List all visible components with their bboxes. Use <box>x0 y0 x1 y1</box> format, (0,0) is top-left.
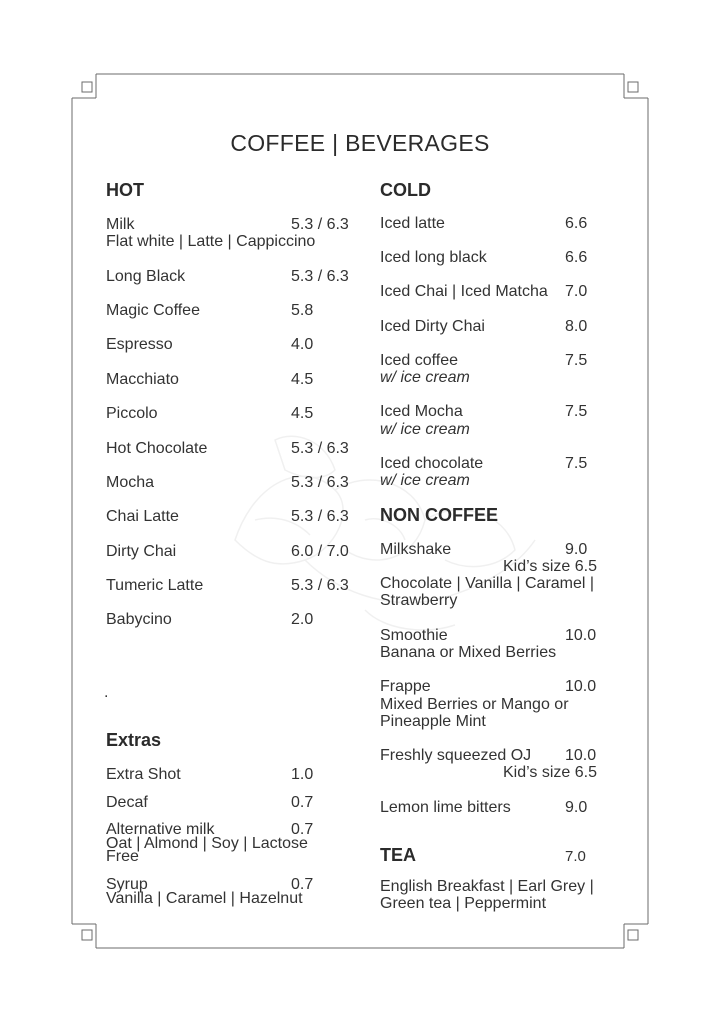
menu-item-description: Mixed Berries or Mango or <box>380 696 569 713</box>
menu-item-description: w/ ice cream <box>380 421 470 438</box>
menu-item-name: Alternative milk <box>106 821 215 838</box>
noncoffee-heading: NON COFFEE <box>380 505 499 525</box>
menu-item-price: 9.0 <box>565 799 588 816</box>
menu-item-description: English Breakfast | Earl Grey | <box>380 878 594 895</box>
menu-item-price: 6.0 / 7.0 <box>291 543 349 560</box>
menu-item-price: 10.0 <box>565 747 597 764</box>
menu-item-name: Iced chocolate <box>380 455 484 472</box>
menu-item-name: Long Black <box>106 268 186 285</box>
menu-item-description: Banana or Mixed Berries <box>380 644 557 661</box>
menu-item-name: Espresso <box>106 336 173 353</box>
menu-item-name: Smoothie <box>380 627 448 644</box>
menu-item-price: 7.0 <box>565 283 588 300</box>
menu-item-price: 10.0 <box>565 627 597 644</box>
cold-heading: COLD <box>380 180 431 200</box>
menu-item-name: Iced coffee <box>380 352 458 369</box>
menu-item-price: 6.6 <box>565 215 588 232</box>
menu-item-name: Freshly squeezed OJ <box>380 747 532 764</box>
stray-dot: . <box>104 684 109 701</box>
menu-item-price: 7.5 <box>565 352 588 369</box>
menu-item-name: Tumeric Latte <box>106 577 204 594</box>
menu-item-price: 5.3 / 6.3 <box>291 577 349 594</box>
menu-item-price: 5.3 / 6.3 <box>291 268 349 285</box>
menu-item-name: Macchiato <box>106 371 179 388</box>
menu-item-price: 4.0 <box>291 336 314 353</box>
page-title: COFFEE | BEVERAGES <box>230 130 490 156</box>
menu-item-name: Lemon lime bitters <box>380 799 511 816</box>
menu-item-price: 7.5 <box>565 403 588 420</box>
menu-item-name: Iced latte <box>380 215 445 232</box>
menu-item-price: 0.7 <box>291 821 314 838</box>
menu-item-price: 9.0 <box>565 541 588 558</box>
menu-item-name: Milkshake <box>380 541 452 558</box>
menu-item-description: Green tea | Peppermint <box>380 895 547 912</box>
hot-heading: HOT <box>106 180 144 200</box>
menu-item-price: 0.7 <box>291 876 314 893</box>
menu-item-price: 4.5 <box>291 371 314 388</box>
menu-item-description: Free <box>106 848 139 865</box>
menu-item-price: 8.0 <box>565 318 588 335</box>
menu-item-price: 7.5 <box>565 455 588 472</box>
menu-item-name: Syrup <box>106 876 148 893</box>
menu-item-price: 1.0 <box>291 766 314 783</box>
menu-item-name: Dirty Chai <box>106 543 177 560</box>
tea-price: 7.0 <box>565 848 586 865</box>
menu-item-description: Strawberry <box>380 592 458 609</box>
menu-item-description: Flat white | Latte | Cappiccino <box>106 233 316 250</box>
menu-item-name: Iced Dirty Chai <box>380 318 485 335</box>
menu-item-name: Mocha <box>106 474 155 491</box>
menu-item-price: 0.7 <box>291 794 314 811</box>
menu-item-price: 2.0 <box>291 611 314 628</box>
menu-item-description: Pineapple Mint <box>380 713 486 730</box>
menu-item-price: 10.0 <box>565 678 597 695</box>
menu-item-price: 5.3 / 6.3 <box>291 508 349 525</box>
menu-item-description: w/ ice cream <box>380 369 470 386</box>
menu-item-name: Extra Shot <box>106 766 181 783</box>
menu-item-description: Vanilla | Caramel | Hazelnut <box>106 890 303 907</box>
menu-item-price: 4.5 <box>291 405 314 422</box>
menu-item-name: Babycino <box>106 611 172 628</box>
menu-item-name: Chai Latte <box>106 508 179 525</box>
kids-size-price: Kid’s size 6.5 <box>503 764 597 781</box>
menu-item-name: Iced Chai | Iced Matcha <box>380 283 548 300</box>
menu-item-name: Hot Chocolate <box>106 440 208 457</box>
extras-heading: Extras <box>106 730 162 750</box>
tea-heading: TEA <box>380 845 416 865</box>
menu-item-name: Frappe <box>380 678 431 695</box>
menu-item-description: Chocolate | Vanilla | Caramel | <box>380 575 595 592</box>
menu-item-name: Decaf <box>106 794 148 811</box>
menu-item-name: Iced long black <box>380 249 487 266</box>
menu-item-name: Magic Coffee <box>106 302 200 319</box>
menu-item-price: 5.8 <box>291 302 314 319</box>
menu-item-name: Iced Mocha <box>380 403 463 420</box>
menu-item-price: 5.3 / 6.3 <box>291 216 349 233</box>
menu-item-price: 6.6 <box>565 249 588 266</box>
menu-item-name: Milk <box>106 216 135 233</box>
kids-size-price: Kid’s size 6.5 <box>503 558 597 575</box>
menu-item-name: Piccolo <box>106 405 158 422</box>
menu-item-description: Oat | Almond | Soy | Lactose <box>106 835 308 852</box>
menu-item-description: w/ ice cream <box>380 472 470 489</box>
menu-item-price: 5.3 / 6.3 <box>291 440 349 457</box>
menu-item-price: 5.3 / 6.3 <box>291 474 349 491</box>
